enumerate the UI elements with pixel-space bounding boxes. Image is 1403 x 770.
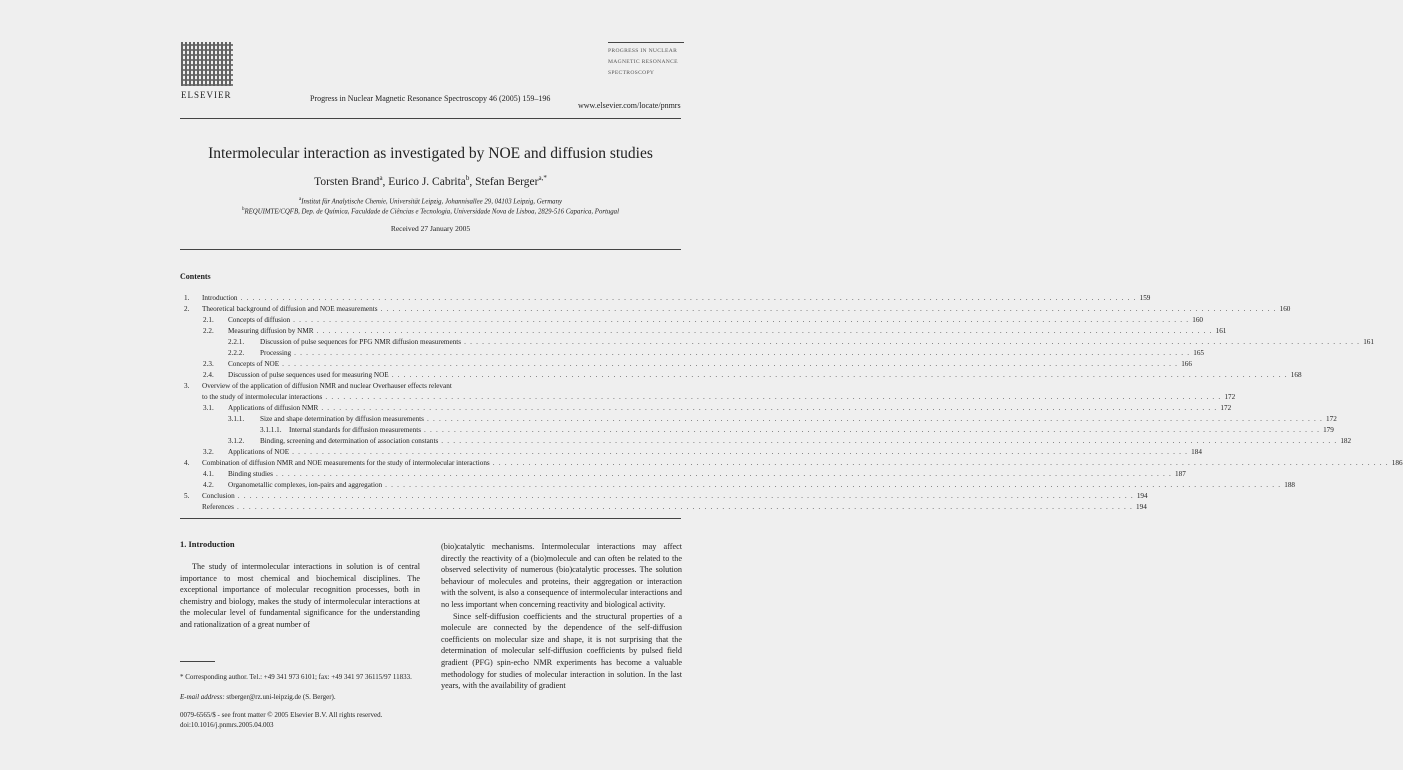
toc-page-number: 160 — [1279, 305, 1291, 313]
toc-entry[interactable] — [180, 447, 1202, 458]
toc-page-number: 179 — [1323, 426, 1334, 434]
toc-number: 2.3. — [203, 360, 214, 368]
toc-title: Discussion of pulse sequences for PFG NMR diffusion measurements — [260, 338, 462, 346]
toc-entry[interactable] — [180, 491, 1148, 502]
author-name: Torsten Brand — [314, 175, 380, 188]
toc-leader-dots: . . . . . . . . . . . . . . . . . . . . . . . . . . . . . . . . . . . . . . . . . . . . . . . . . . . . . . . . . . . . . . . . . . . . . . . . . . . . . . . . . . . . . . . . . . . . . . . . . . . . . . . . . . . . . . . . . . . . . . . . . . . . . . . . . . . . . . . . . . . . . . . . . . . . . . — [441, 437, 1338, 445]
toc-number: 2.2. — [203, 327, 214, 335]
toc-leader-dots: . . . . . . . . . . . . . . . . . . . . . . . . . . . . . . . . . . . . . . . . . . . . . . . . . . . . . . . . . . . . . . . . . . . . . . . . . . . . . . . . . . . . . . . . . . . . . . . . . . . . . . . . . . . . . . . . . . . . . . . . . . . . . . . . . . . . . . . . . . . . . . . . . . . . . . — [464, 338, 1361, 346]
right-column — [441, 541, 682, 692]
author-list: Torsten Brand$^a$, Eurico J. Cabrita$^b$, Stefan Berger$^{a,*}$ — [314, 174, 547, 188]
left-column — [180, 561, 420, 631]
toc-number: 4.1. — [203, 470, 214, 478]
toc-entry[interactable] — [180, 359, 1192, 370]
paragraph: (bio)catalytic mechanisms. Intermolecular interactions may affect directly the reactivity of a (bio)molecule and can often be related to the observed selectivity of numerous (bio)catalytic processes. The solution behaviour of molecules and proteins, their aggregation or interaction with the solvent, is also a consequence of intermolecular interactions and no less important when concerning reactivity and biological activity. — [441, 542, 682, 609]
toc-number: 1. — [184, 294, 190, 302]
affiliation — [180, 197, 681, 205]
toc-title: Theoretical background of diffusion and NOE measurements — [202, 305, 378, 313]
toc-title: to the study of intermolecular interactions — [202, 393, 323, 401]
toc-page-number: 187 — [1175, 470, 1186, 478]
toc-title: Internal standards for diffusion measurements — [289, 426, 421, 434]
toc-number: 3.2. — [203, 448, 214, 456]
toc-entry[interactable] — [180, 348, 1205, 359]
toc-leader-dots: . . . . . . . . . . . . . . . . . . . . . . . . . . . . . . . . . . . . . . . . . . . . . . . . . . . . . . . . . . . . . . . . . . . . . . . . . . . . . . . . . . . . . . . . . . . . . . . . . . . . . . . . . . . . . . . . . . . . . . . . . . . . . . . . . . . . . . . . . . . . . . . . . . . . . . — [294, 349, 1191, 357]
toc-page-number: 194 — [1136, 503, 1147, 511]
article-title: Intermolecular interaction as investigated by NOE and diffusion studies — [208, 145, 653, 162]
toc-leader-dots: . . . . . . . . . . . . . . . . . . . . . . . . . . . . . . . . . . . . . . . . . . . . . . . . . . . . . . . . . . . . . . . . . . . . . . . . . . . . . . . . . . . . . . . . . . . . . . . . . . . . . . . . . . . . . . . . . . . . . . . . . . . . . . . . . . . . . . . . . . . . . . . . . . . . . . — [426, 415, 1324, 423]
author-sup: a — [379, 174, 383, 182]
toc-title: Processing — [260, 349, 292, 357]
toc-title: Binding studies — [228, 470, 273, 478]
toc-leader-dots: . . . . . . . . . . . . . . . . . . . . . . . . . . . . . . . . . . . . . . . . . . . . . . . . . . . . . . . . . . . . . . . . . . . . . . . . . . . . . . . . . . . . . . . . . . . . . . . . . . . . . . . . . . . . . . . . . . . . . . . . . . . . . . . . . . . . . . . . . . . . . . . . . . . . . . — [492, 459, 1389, 467]
toc-title: Organometallic complexes, ion-pairs and aggregation — [228, 481, 383, 489]
toc-page-number: 165 — [1193, 349, 1205, 357]
toc-number: 2.4. — [203, 371, 214, 379]
toc-title: Binding, screening and determination of association constants — [260, 437, 439, 445]
toc-entry[interactable] — [180, 392, 1236, 403]
affiliation-sup: a — [298, 197, 302, 202]
toc-page-number: 194 — [1136, 492, 1148, 500]
toc-leader-dots: . . . . . . . . . . . . . . . . . . . . . . . . . . . . . . . . . . . . . . . . . . . . . . . . . . . . . . . . . . . . . . . . . . . . . . . . . . . . . . . . . . . . . . . . . . . . . . . . . . . . . . . . . . . . . . . . . . . . . . . . . . . . . . . . . . . . . . . . . . . . . . . . . . . . . . — [385, 481, 1282, 489]
contents-heading: Contents — [180, 272, 211, 281]
toc-page-number: 182 — [1340, 437, 1352, 445]
journal-logo — [608, 42, 684, 89]
toc-title: Concepts of NOE — [228, 360, 280, 368]
toc-leader-dots: . . . . . . . . . . . . . . . . . . . . . . . . . . . . . . . . . . . . . . . . . . . . . . . . . . . . . . . . . . . . . . . . . . . . . . . . . . . . . . . . . . . . . . . . . . . . . . . . . . . . . . . . . . . . . . . . . . . . . . . . . . . . . . . . . . . . . . . . . . . . . . . . . . . . . . — [240, 294, 1137, 302]
affiliation-text: Institut für Analytische Chemie, Universität Leipzig, Johannisallee 29, 04103 Leipzig, Germany — [301, 198, 562, 206]
email-label: E-mail address: — [180, 693, 225, 701]
toc-number: 2.2.1. — [228, 338, 245, 346]
toc-title: Applications of NOE — [228, 448, 290, 456]
toc-title: Overview of the application of diffusion NMR and nuclear Overhauser effects relevant — [202, 382, 452, 390]
toc-page-number: 186 — [1391, 459, 1403, 467]
journal-logo-line: PROGRESS IN NUCLEAR — [608, 48, 678, 54]
toc-leader-dots: . . . . . . . . . . . . . . . . . . . . . . . . . . . . . . . . . . . . . . . . . . . . . . . . . . . . . . . . . . . . . . . . . . . . . . . . . . . . . . . . . . . . . . . . . . . . . . . . . . . . . . . . . . . . . . . . . . . . . . . . . . . . . . . . . . . . . . . . . . . . . . . . . . . . . . — [275, 470, 1173, 478]
journal-logo-line: SPECTROSCOPY — [608, 70, 655, 76]
toc-entry[interactable] — [180, 381, 681, 392]
toc-leader-dots: . . . . . . . . . . . . . . . . . . . . . . . . . . . . . . . . . . . . . . . . . . . . . . . . . . . . . . . . . . . . . . . . . . . . . . . . . . . . . . . . . . . . . . . . . . . . . . . . . . . . . . . . . . . . . . . . . . . . . . . . . . . . . . . . . . . . . . . . . . . . . . . . . . . . . . — [424, 426, 1321, 434]
email-note — [180, 692, 420, 702]
toc-page-number: 168 — [1290, 371, 1302, 379]
toc-entry[interactable] — [180, 469, 1186, 480]
toc-page-number: 172 — [1220, 404, 1232, 412]
title-rule — [180, 249, 681, 250]
toc-leader-dots: . . . . . . . . . . . . . . . . . . . . . . . . . . . . . . . . . . . . . . . . . . . . . . . . . . . . . . . . . . . . . . . . . . . . . . . . . . . . . . . . . . . . . . . . . . . . . . . . . . . . . . . . . . . . . . . . . . . . . . . . . . . . . . . . . . . . . . . . . . . . . . . . . . . . . . — [292, 448, 1189, 456]
journal-reference: Progress in Nuclear Magnetic Resonance Spectroscopy 46 (2005) 159–196 — [310, 94, 551, 103]
toc-page-number: 172 — [1326, 415, 1337, 423]
affiliation — [180, 207, 681, 215]
toc-title: Applications of diffusion NMR — [228, 404, 319, 412]
toc-leader-dots: . . . . . . . . . . . . . . . . . . . . . . . . . . . . . . . . . . . . . . . . . . . . . . . . . . . . . . . . . . . . . . . . . . . . . . . . . . . . . . . . . . . . . . . . . . . . . . . . . . . . . . . . . . . . . . . . . . . . . . . . . . . . . . . . . . . . . . . . . . . . . . . . . . . . . . — [380, 305, 1277, 313]
toc-title: Discussion of pulse sequences used for measuring NOE — [228, 371, 389, 379]
publisher-name: ELSEVIER — [181, 90, 232, 100]
toc-entry[interactable] — [180, 480, 1296, 491]
toc-entry[interactable] — [180, 326, 1227, 337]
toc-entry[interactable] — [180, 458, 1403, 469]
toc-entry[interactable] — [180, 502, 1147, 513]
toc-number: 3.1.1.1. — [260, 426, 282, 434]
paragraph: The study of intermolecular interactions in solution is of central importance to most chemical and biochemical disciplines. The exceptional importance of molecular recognition processes, both in chemistry and biology, makes the study of intermolecular interactions at the molecular level of fundamental significance for the understanding and rationalization of a great number of — [180, 562, 420, 629]
toc-title: Introduction — [202, 294, 238, 302]
toc-page-number: 161 — [1215, 327, 1227, 335]
journal-url[interactable]: www.elsevier.com/locate/pnmrs — [578, 101, 681, 110]
corresponding-author-note: * Corresponding author. Tel.: +49 341 973 6101; fax: +49 341 97 36115/97 11833. — [180, 673, 412, 681]
toc-leader-dots: . . . . . . . . . . . . . . . . . . . . . . . . . . . . . . . . . . . . . . . . . . . . . . . . . . . . . . . . . . . . . . . . . . . . . . . . . . . . . . . . . . . . . . . . . . . . . . . . . . . . . . . . . . . . . . . . . . . . . . . . . . . . . . . . . . . . . . . . . . . . . . . . . . . . . . — [321, 404, 1218, 412]
toc-number: 2.1. — [203, 316, 214, 324]
toc-leader-dots: . . . . . . . . . . . . . . . . . . . . . . . . . . . . . . . . . . . . . . . . . . . . . . . . . . . . . . . . . . . . . . . . . . . . . . . . . . . . . . . . . . . . . . . . . . . . . . . . . . . . . . . . . . . . . . . . . . . . . . . . . . . . . . . . . . . . . . . . . . . . . . . . . . . . . . — [325, 393, 1222, 401]
affiliation-text: REQUIMTE/CQFB, Dep. de Química, Faculdade de Ciências e Tecnologia, Universidade Nova de Lisboa, 2829-516 Caparica, Portugal — [244, 208, 619, 216]
toc-entry[interactable] — [180, 293, 1151, 304]
toc-entry[interactable] — [180, 370, 1302, 381]
toc-page-number: 184 — [1191, 448, 1202, 456]
toc-page-number: 188 — [1284, 481, 1296, 489]
toc-number: 2. — [184, 305, 190, 313]
copyright-line: 0079-6565/$ - see front matter © 2005 Elsevier B.V. All rights reserved. — [180, 711, 383, 719]
toc-page-number: 172 — [1224, 393, 1236, 401]
received-date: Received 27 January 2005 — [390, 224, 471, 233]
toc-leader-dots: . . . . . . . . . . . . . . . . . . . . . . . . . . . . . . . . . . . . . . . . . . . . . . . . . . . . . . . . . . . . . . . . . . . . . . . . . . . . . . . . . . . . . . . . . . . . . . . . . . . . . . . . . . . . . . . . . . . . . . . . . . . . . . . . . . . . . . . . . . . . . . . . . . . . . . — [237, 492, 1134, 500]
elsevier-tree-emblem — [181, 42, 233, 86]
toc-number: 3.1.1. — [228, 415, 245, 423]
author-name: Eurico J. Cabrita — [388, 175, 466, 188]
contents-rule — [180, 518, 681, 519]
elsevier-logo — [181, 42, 233, 100]
author-sup: b — [465, 174, 470, 182]
toc-page-number: 159 — [1139, 294, 1151, 302]
toc-entry[interactable] — [180, 436, 1352, 447]
journal-logo-line: MAGNETIC RESONANCE — [608, 59, 678, 65]
toc-page-number — [667, 381, 681, 392]
toc-number: 3.1. — [203, 404, 214, 412]
author-name: Stefan Berger — [475, 175, 539, 188]
paragraph: Since self-diffusion coefficients and the structural properties of a molecule are connected by the dependence of the self-diffusion coefficients on molecular size and shape, it is not surprising that the determination of molecular self-diffusion coefficients by pulsed field gradient (PFG) spin-echo NMR experiments has become a valuable methodology for studies of molecular interaction in solution. In the last years, with the availability of gradient — [441, 611, 682, 691]
toc-leader-dots: . . . . . . . . . . . . . . . . . . . . . . . . . . . . . . . . . . . . . . . . . . . . . . . . . . . . . . . . . . . . . . . . . . . . . . . . . . . . . . . . . . . . . . . . . . . . . . . . . . . . . . . . . . . . . . . . . . . . . . . . . . . . . . . . . . . . . . . . . . . . . . . . . . . . . . — [282, 360, 1179, 368]
toc-leader-dots: . . . . . . . . . . . . . . . . . . . . . . . . . . . . . . . . . . . . . . . . . . . . . . . . . . . . . . . . . . . . . . . . . . . . . . . . . . . . . . . . . . . . . . . . . . . . . . . . . . . . . . . . . . . . . . . . . . . . . . . . . . . . . . . . . . . . . . . . . . . . . . . . . . . . . . — [293, 316, 1190, 324]
toc-entry[interactable] — [180, 403, 1232, 414]
toc-title: Conclusion — [202, 492, 235, 500]
email-address[interactable]: stberger@rz.uni-leipzig.de (S. Berger). — [226, 693, 336, 701]
toc-leader-dots — [455, 381, 664, 392]
toc-leader-dots: . . . . . . . . . . . . . . . . . . . . . . . . . . . . . . . . . . . . . . . . . . . . . . . . . . . . . . . . . . . . . . . . . . . . . . . . . . . . . . . . . . . . . . . . . . . . . . . . . . . . . . . . . . . . . . . . . . . . . . . . . . . . . . . . . . . . . . . . . . . . . . . . . . . . . . — [316, 327, 1213, 335]
toc-leader-dots: . . . . . . . . . . . . . . . . . . . . . . . . . . . . . . . . . . . . . . . . . . . . . . . . . . . . . . . . . . . . . . . . . . . . . . . . . . . . . . . . . . . . . . . . . . . . . . . . . . . . . . . . . . . . . . . . . . . . . . . . . . . . . . . . . . . . . . . . . . . . . . . . . . . . . . — [391, 371, 1288, 379]
toc-title: Combination of diffusion NMR and NOE measurements for the study of intermolecular interactions — [202, 459, 490, 467]
toc-page-number: 160 — [1192, 316, 1204, 324]
section-heading: 1. Introduction — [180, 539, 235, 549]
toc-title: References — [202, 503, 234, 511]
header-rule — [180, 118, 681, 119]
toc-entry[interactable] — [180, 304, 1291, 315]
affiliation-sup: b — [242, 207, 245, 212]
toc-title: Size and shape determination by diffusion measurements — [260, 415, 424, 423]
toc-leader-dots: . . . . . . . . . . . . . . . . . . . . . . . . . . . . . . . . . . . . . . . . . . . . . . . . . . . . . . . . . . . . . . . . . . . . . . . . . . . . . . . . . . . . . . . . . . . . . . . . . . . . . . . . . . . . . . . . . . . . . . . . . . . . . . . . . . . . . . . . . . . . . . . . . . . . . . — [236, 503, 1134, 511]
author-sup: a,* — [538, 174, 547, 182]
toc-number: 3.1.2. — [228, 437, 245, 445]
toc-entry[interactable] — [180, 425, 1334, 436]
toc-entry[interactable] — [180, 337, 1374, 348]
doi-line[interactable]: doi:10.1016/j.pnmrs.2005.04.003 — [180, 721, 274, 729]
toc-number: 4. — [184, 459, 190, 467]
toc-page-number: 161 — [1363, 338, 1374, 346]
toc-title: Measuring diffusion by NMR — [228, 327, 314, 335]
toc-entry[interactable] — [180, 315, 1204, 326]
toc-entry[interactable] — [180, 414, 1337, 425]
toc-number: 5. — [184, 492, 190, 500]
footnote-rule — [180, 661, 215, 662]
toc-number: 4.2. — [203, 481, 214, 489]
toc-title: Concepts of diffusion — [228, 316, 291, 324]
toc-number: 3. — [184, 382, 190, 390]
toc-page-number: 166 — [1181, 360, 1192, 368]
toc-number: 2.2.2. — [228, 349, 245, 357]
